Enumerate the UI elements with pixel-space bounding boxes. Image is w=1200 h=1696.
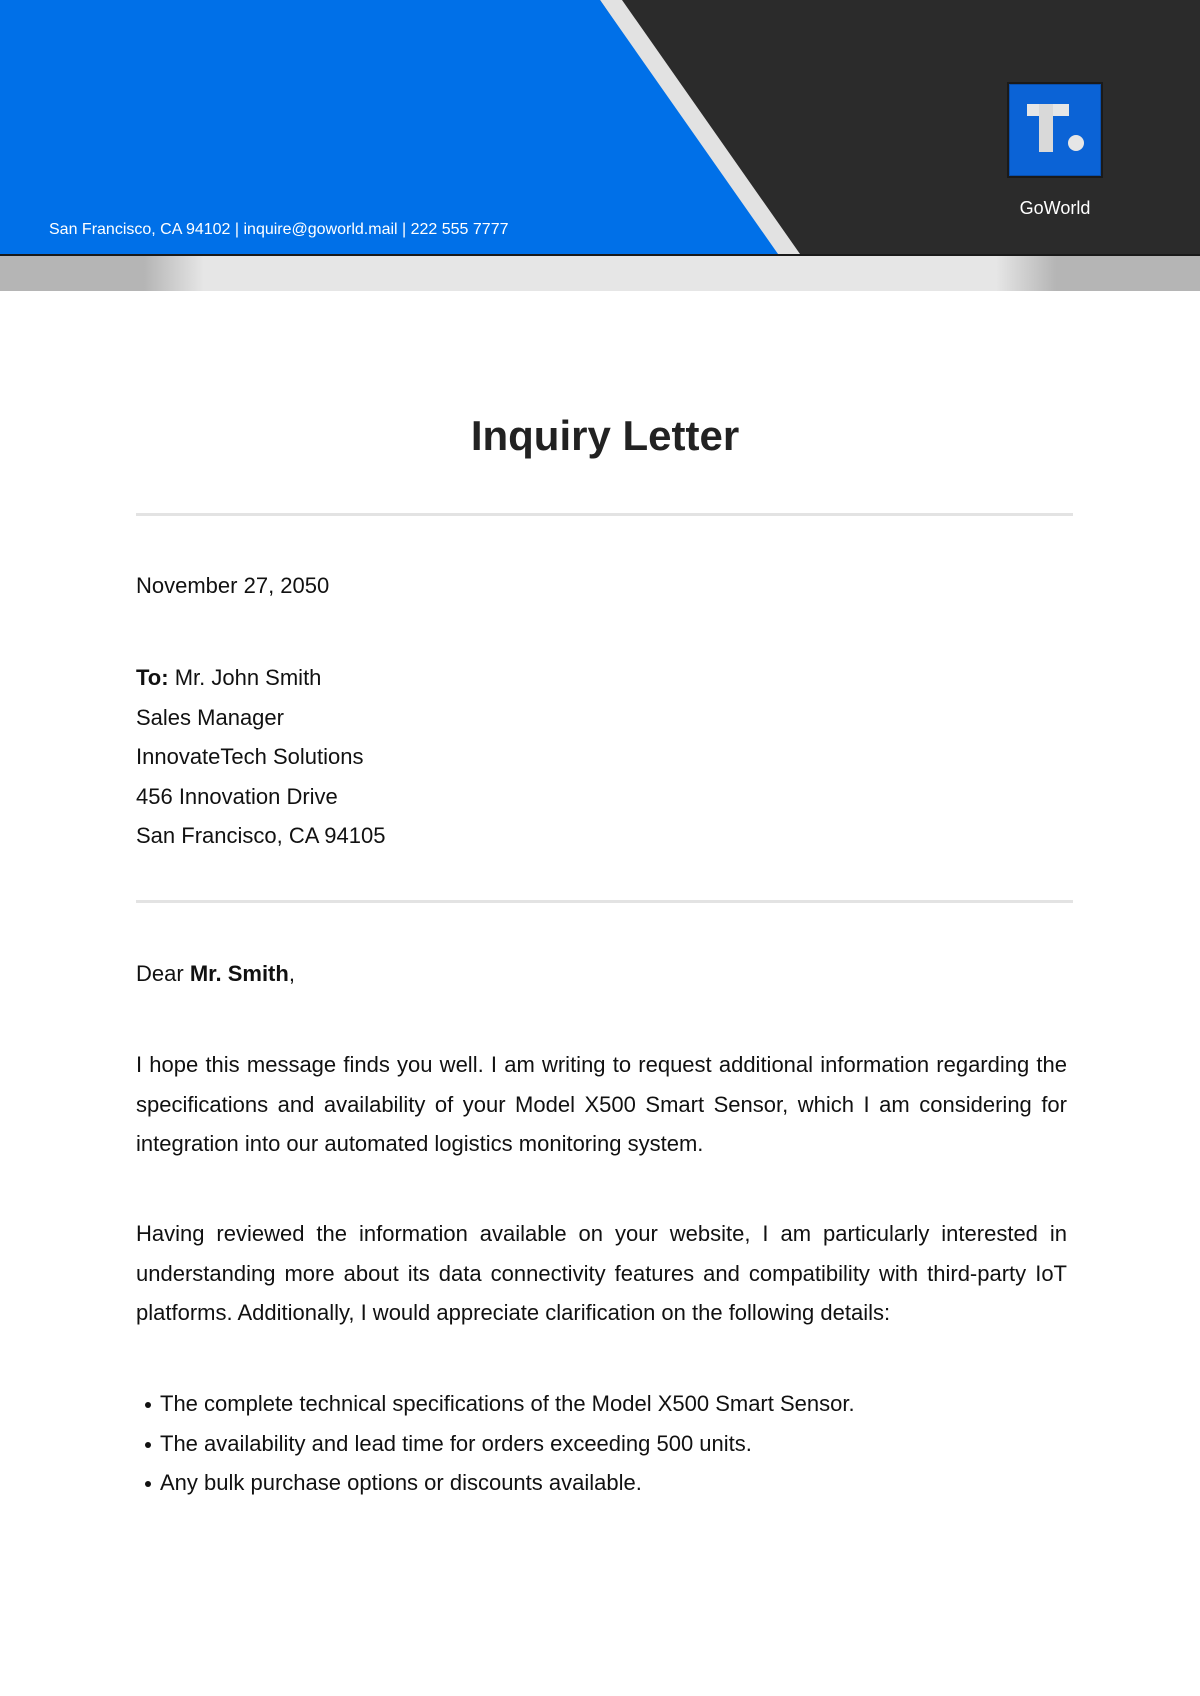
greeting-suffix: , (288, 961, 295, 986)
address-divider (136, 900, 1073, 903)
company-name: GoWorld (1019, 198, 1091, 218)
title-divider (136, 513, 1073, 516)
recipient-address-block (136, 658, 1067, 856)
letterhead-header (0, 0, 1200, 256)
recipient-name-line (136, 658, 1067, 698)
recipient-name: Mr. John Smith (174, 665, 322, 690)
recipient-street: 456 Innovation Drive (136, 783, 338, 809)
contact-line: San Francisco, CA 94102 | inquire@goworld.mail | 222 555 7777 (49, 221, 509, 238)
header-gradient-band (0, 256, 1200, 291)
list-item: The availability and lead time for orders exceeding 500 units. (136, 1424, 1067, 1464)
company-logo (1007, 82, 1103, 178)
recipient-company: InnovateTech Solutions (136, 744, 364, 769)
recipient-position: Sales Manager (136, 704, 284, 730)
greeting-prefix: Dear (136, 961, 184, 986)
details-bullet-list (136, 1384, 1067, 1503)
letter-greeting (136, 954, 1067, 994)
list-item: Any bulk purchase options or discounts available. (136, 1463, 1067, 1503)
document-title: Inquiry Letter (470, 412, 740, 459)
list-item: The complete technical specifications of the Model X500 Smart Sensor. (136, 1384, 1067, 1424)
letter-t-dot-logo-icon (1009, 84, 1101, 176)
body-paragraph-2: Having reviewed the information available on your website, I am particularly interested in understanding more about its data connectivity features and compatibility with third-party IoT platforms. Additionally, I would appreciate clarification on the following details: (136, 1221, 1067, 1325)
to-label: To: (136, 665, 169, 690)
greeting-name: Mr. Smith (189, 961, 289, 986)
letter-date: November 27, 2050 (136, 573, 330, 598)
body-paragraph-1: I hope this message finds you well. I am writing to request additional information regarding the specifications and availability of your Model X500 Smart Sensor, which I am considering for integration into our automated logistics monitoring system. (136, 1052, 1067, 1156)
recipient-city: San Francisco, CA 94105 (136, 823, 386, 848)
